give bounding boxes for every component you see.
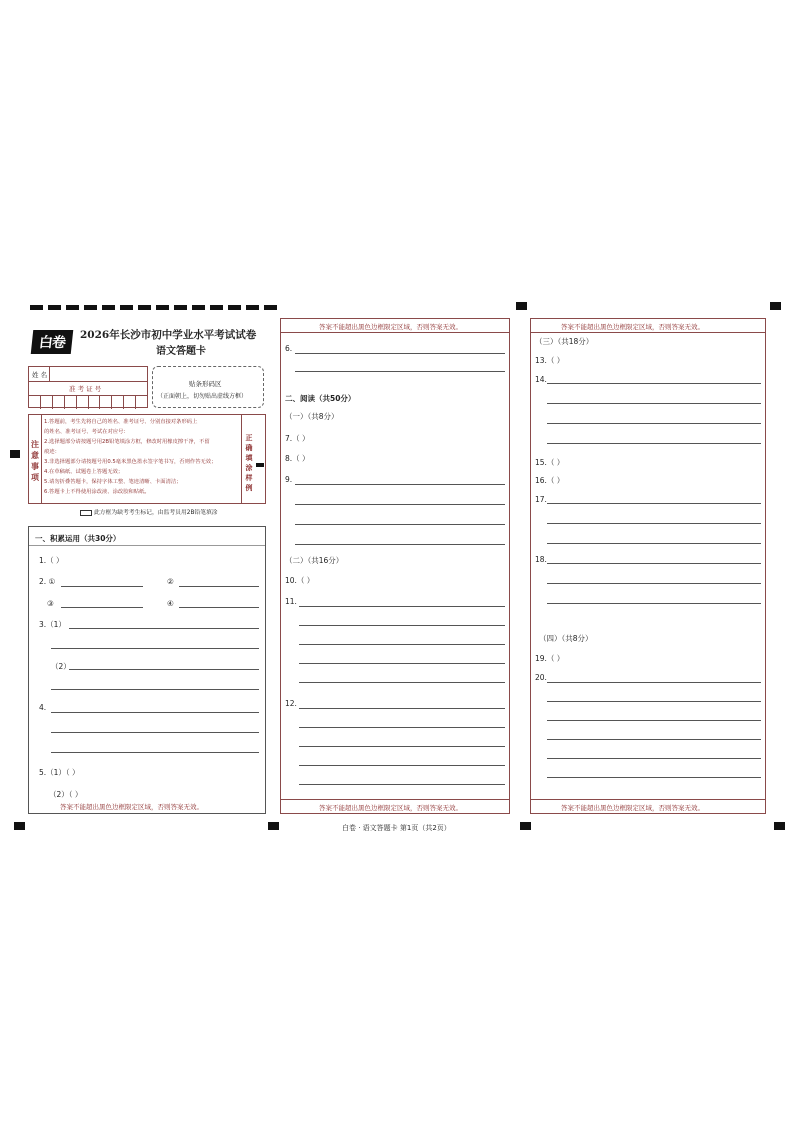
section-1-box bbox=[28, 526, 266, 814]
q2-3: ③ bbox=[47, 599, 54, 608]
footer-warning: 答案不能超出黑色边框限定区域，否则答案无效。 bbox=[561, 804, 704, 812]
part-4-title: （四）（共8分） bbox=[539, 634, 593, 643]
q19: 19.（ ） bbox=[535, 654, 565, 663]
q3-1: 3.（1） bbox=[39, 620, 66, 629]
section-2-title: 二、阅读（共50分） bbox=[285, 394, 356, 403]
q10: 10.（ ） bbox=[285, 576, 315, 585]
q2-2: ② bbox=[167, 577, 174, 586]
absent-note-text: 此方框为缺考考生标记，由监考员用2B铅笔填涂 bbox=[94, 510, 218, 516]
barcode-note: （正面朝上，切勿贴出虚线方框） bbox=[157, 393, 248, 400]
note-item: 1.答题前，考生先将自己的姓名、准考证号、分别直接对条形码上 bbox=[44, 419, 198, 425]
note-item: 5.请勿折叠答题卡，保持字体工整、笔迹清晰、卡面清洁； bbox=[44, 479, 182, 485]
seal-logo: 白卷 bbox=[31, 330, 74, 354]
q5-2: （2）（ ） bbox=[49, 790, 83, 799]
q2-1: 2. ① bbox=[39, 577, 56, 586]
column-3-box bbox=[530, 318, 766, 814]
note-item: 4.在草稿纸、试题卷上答题无效； bbox=[44, 469, 124, 475]
section-1-title: 一、积累运用（共30分） bbox=[35, 534, 121, 543]
q3-2: （2） bbox=[51, 662, 71, 671]
student-info-box bbox=[28, 366, 148, 408]
notes-side-label: 注意事项 bbox=[31, 440, 39, 482]
position-mark bbox=[268, 822, 279, 830]
header-warning: 答案不能超出黑色边框限定区域，否则答案无效。 bbox=[319, 323, 462, 331]
position-mark bbox=[770, 302, 781, 310]
note-item: 6.答题卡上不得使用涂改液、涂改胶和贴纸。 bbox=[44, 489, 150, 495]
fill-sample-mark bbox=[256, 463, 264, 467]
barcode-title: 贴条形码区 bbox=[189, 380, 222, 388]
position-mark bbox=[10, 450, 20, 458]
part-1-title: （一）（共8分） bbox=[285, 412, 339, 421]
q16: 16.（ ） bbox=[535, 476, 565, 485]
column-2-box bbox=[280, 318, 510, 814]
position-mark bbox=[516, 302, 527, 310]
q4: 4. bbox=[39, 703, 47, 712]
part-3-title: （三）（共18分） bbox=[535, 337, 594, 346]
q1: 1.（ ） bbox=[39, 556, 64, 565]
note-item: 3.非选择题部分请按题号用0.5毫米黑色墨水签字笔书写，否则作答无效； bbox=[44, 459, 217, 465]
q17: 17. bbox=[535, 495, 547, 504]
barcode-area bbox=[152, 366, 264, 408]
q11: 11. bbox=[285, 597, 297, 606]
q20: 20. bbox=[535, 673, 547, 682]
q14: 14. bbox=[535, 375, 547, 384]
q7: 7.（ ） bbox=[285, 434, 310, 443]
position-mark bbox=[14, 822, 25, 830]
absent-checkbox[interactable] bbox=[80, 510, 92, 516]
footer-warning: 答案不能超出黑色边框限定区域，否则答案无效。 bbox=[319, 804, 462, 812]
page-footer: 白卷 · 语文答题卡 第1页（共2页） bbox=[342, 824, 451, 832]
q6: 6. bbox=[285, 344, 293, 353]
note-item: 痕迹： bbox=[44, 449, 60, 455]
q13: 13.（ ） bbox=[535, 356, 565, 365]
q18: 18. bbox=[535, 555, 547, 564]
absent-note bbox=[80, 507, 218, 516]
fill-sample-label: 正确填涂样例 bbox=[245, 434, 253, 492]
header-warning: 答案不能超出黑色边框限定区域，否则答案无效。 bbox=[561, 323, 704, 331]
exam-title: 2026年长沙市初中学业水平考试试卷 bbox=[80, 329, 257, 341]
q9: 9. bbox=[285, 475, 293, 484]
q2-4: ④ bbox=[167, 599, 174, 608]
note-item: 2.选择题部分请按题号用2B铅笔填涂方框，修改时用橡皮擦干净，不留 bbox=[44, 439, 210, 445]
notes-box bbox=[28, 414, 266, 504]
q15: 15.（ ） bbox=[535, 458, 565, 467]
note-item: 的姓名、准考证号、考试在对应号： bbox=[44, 429, 129, 435]
footer-warning: 答案不能超出黑色边框限定区域，否则答案无效。 bbox=[60, 803, 203, 811]
name-label: 姓 名 bbox=[32, 371, 48, 379]
position-mark bbox=[774, 822, 785, 830]
card-subtitle: 语文答题卡 bbox=[156, 346, 206, 357]
exam-no-label: 准 考 证 号 bbox=[69, 385, 102, 393]
part-2-title: （二）（共16分） bbox=[285, 556, 344, 565]
q12: 12. bbox=[285, 699, 297, 708]
position-mark bbox=[520, 822, 531, 830]
q8: 8.（ ） bbox=[285, 454, 310, 463]
notes-list bbox=[44, 417, 216, 497]
q5-1: 5.（1）（ ） bbox=[39, 768, 80, 777]
